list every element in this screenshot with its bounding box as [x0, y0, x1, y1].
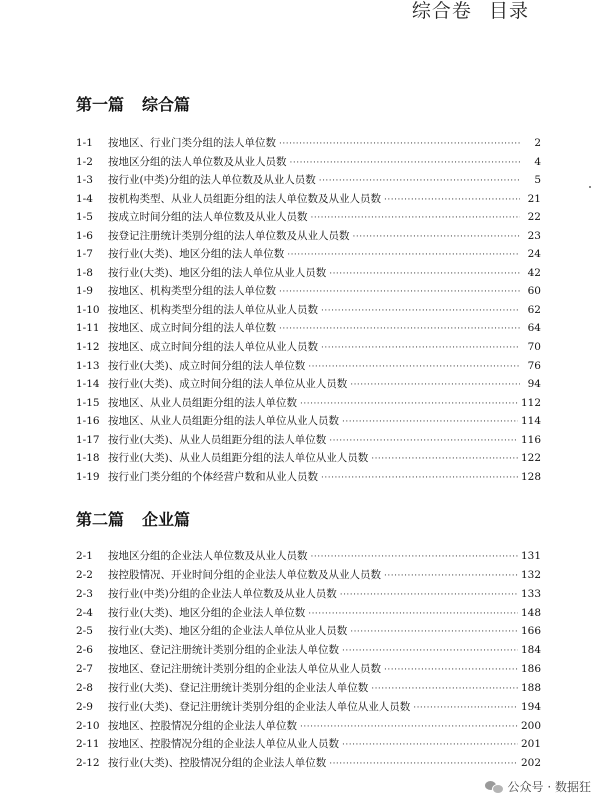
dot-leader — [279, 139, 520, 149]
toc-entry-page: 70 — [527, 341, 541, 354]
toc-entry-number: 2-10 — [76, 719, 100, 732]
toc-entry-title: 按机构类型、从业人员组距分组的法人单位数及从业人员数 — [108, 192, 381, 205]
toc-list-section1 — [76, 135, 541, 487]
toc-entry[interactable] — [76, 699, 541, 718]
section-part: 第一篇 — [76, 95, 125, 114]
dot-leader — [353, 232, 521, 242]
dot-leader — [311, 552, 518, 562]
toc-entry-page: 116 — [520, 433, 541, 446]
toc-entry-page: 188 — [520, 681, 541, 694]
toc-entry-number: 1-5 — [76, 211, 93, 224]
toc-entry-title: 按行业(中类)分组的法人单位数及从业人员数 — [108, 174, 316, 187]
toc-entry[interactable] — [76, 755, 541, 774]
dot-leader — [321, 306, 520, 316]
dot-leader — [342, 646, 518, 656]
toc-entry-page: 200 — [520, 719, 541, 732]
toc-entry[interactable] — [76, 623, 541, 642]
scan-speck — [589, 186, 591, 188]
toc-entry[interactable] — [76, 432, 541, 451]
toc-entry-number: 2-6 — [76, 644, 93, 657]
dot-leader — [342, 740, 518, 750]
dot-leader — [371, 454, 518, 464]
toc-entry[interactable] — [76, 283, 541, 302]
toc-entry-page: 21 — [527, 192, 541, 205]
toc-entry[interactable] — [76, 718, 541, 737]
toc-entry-number: 1-11 — [76, 322, 100, 335]
dot-leader — [311, 213, 521, 223]
toc-entry-page: 202 — [520, 757, 541, 770]
toc-entry-page: 122 — [520, 452, 541, 465]
toc-entry-title: 按行业(大类)、从业人员组距分组的法人单位数 — [108, 433, 327, 446]
toc-entry-number: 2-11 — [76, 738, 100, 751]
toc-entry-title: 按登记注册统计类别分组的法人单位数及从业人员数 — [108, 229, 350, 242]
dot-leader — [308, 609, 518, 619]
toc-entry-number: 2-8 — [76, 681, 93, 694]
section-title-enterprise — [76, 507, 190, 530]
toc-entry-title: 按地区、控股情况分组的企业法人单位数 — [108, 719, 297, 732]
toc-entry-page: 5 — [534, 174, 541, 187]
toc-list-section2 — [76, 548, 541, 774]
dot-leader — [321, 473, 518, 483]
dot-leader — [329, 759, 518, 769]
watermark — [485, 778, 591, 795]
dot-leader — [300, 722, 518, 732]
contents-label: 目录 — [488, 0, 529, 22]
wechat-icon — [485, 780, 503, 794]
toc-entry-title: 按行业(大类)、成立时间分组的法人单位从业人员数 — [108, 378, 348, 391]
toc-entry-title: 按行业(大类)、地区分组的法人单位从业人员数 — [108, 266, 327, 279]
toc-entry[interactable] — [76, 567, 541, 586]
toc-entry-page: 184 — [520, 644, 541, 657]
toc-entry-title: 按行业(大类)、地区分组的企业法人单位从业人员数 — [108, 625, 348, 638]
toc-entry-number: 1-13 — [76, 359, 100, 372]
dot-leader — [350, 380, 520, 390]
toc-entry-number: 1-12 — [76, 341, 100, 354]
toc-entry[interactable] — [76, 265, 541, 284]
toc-entry-number: 2-2 — [76, 568, 93, 581]
toc-entry-number: 1-15 — [76, 396, 100, 409]
toc-entry-page: 114 — [520, 415, 541, 428]
toc-entry-title: 按地区、登记注册统计类别分组的企业法人单位从业人员数 — [108, 663, 381, 676]
section-title-comprehensive — [76, 92, 190, 115]
toc-entry[interactable] — [76, 413, 541, 432]
toc-entry-page: 128 — [520, 470, 541, 483]
toc-entry-number: 2-4 — [76, 606, 93, 619]
toc-entry-title: 按地区、行业门类分组的法人单位数 — [108, 137, 276, 149]
toc-entry-number: 1-3 — [76, 174, 93, 187]
dot-leader — [350, 627, 518, 637]
dot-leader — [342, 417, 518, 427]
dot-leader — [300, 399, 518, 409]
volume-title: 综合卷 — [411, 0, 472, 22]
toc-entry-title: 按行业(大类)、地区分组的企业法人单位数 — [108, 606, 306, 619]
toc-entry-page: 201 — [520, 738, 541, 751]
dot-leader — [413, 703, 518, 713]
watermark-text: 公众号 · 数据狂 — [507, 780, 591, 794]
dot-leader — [287, 250, 520, 260]
toc-entry[interactable] — [76, 642, 541, 661]
toc-entry-number: 1-9 — [76, 285, 93, 298]
dot-leader — [279, 287, 520, 297]
toc-entry-title: 按成立时间分组的法人单位数及从业人员数 — [108, 211, 308, 224]
toc-entry[interactable] — [76, 246, 541, 265]
toc-entry[interactable] — [76, 395, 541, 414]
toc-entry-page: 112 — [520, 396, 541, 409]
toc-entry[interactable] — [76, 586, 541, 605]
toc-entry-page: 64 — [527, 322, 541, 335]
toc-entry-page: 166 — [520, 625, 541, 638]
dot-leader — [279, 324, 520, 334]
toc-entry-number: 1-7 — [76, 248, 93, 261]
toc-entry-page: 23 — [527, 229, 541, 242]
toc-entry-title: 按地区、从业人员组距分组的法人单位从业人员数 — [108, 415, 339, 428]
dot-leader — [290, 158, 521, 168]
toc-entry[interactable] — [76, 450, 541, 469]
toc-entry-number: 1-2 — [76, 155, 93, 168]
toc-entry-title: 按地区、成立时间分组的法人单位数 — [108, 322, 276, 335]
toc-entry-page: 132 — [520, 568, 541, 581]
toc-entry-number: 1-6 — [76, 229, 93, 242]
dot-leader — [340, 590, 518, 600]
toc-entry-title: 按地区、控股情况分组的企业法人单位从业人员数 — [108, 738, 339, 751]
toc-entry-page: 2 — [534, 137, 541, 149]
toc-entry-number: 1-17 — [76, 433, 100, 446]
toc-entry-number: 2-7 — [76, 663, 93, 676]
toc-entry-page: 60 — [527, 285, 541, 298]
toc-entry-title: 按地区、从业人员组距分组的法人单位数 — [108, 396, 297, 409]
toc-entry-title: 按行业门类分组的个体经营户数和从业人员数 — [108, 470, 318, 483]
toc-entry[interactable] — [76, 358, 541, 377]
toc-entry-title: 按行业(大类)、成立时间分组的法人单位数 — [108, 359, 306, 372]
toc-entry[interactable] — [76, 228, 541, 247]
toc-entry-number: 1-18 — [76, 452, 100, 465]
toc-entry-page: 94 — [527, 378, 541, 391]
toc-entry[interactable] — [76, 302, 541, 321]
toc-entry[interactable] — [76, 548, 541, 567]
toc-entry-page: 22 — [527, 211, 541, 224]
toc-entry[interactable] — [76, 605, 541, 624]
toc-entry-number: 2-1 — [76, 550, 93, 562]
toc-entry-page: 133 — [520, 587, 541, 600]
toc-entry-page: 194 — [520, 700, 541, 713]
dot-leader — [329, 436, 518, 446]
toc-entry[interactable] — [76, 339, 541, 358]
toc-entry[interactable] — [76, 320, 541, 339]
toc-entry[interactable] — [76, 209, 541, 228]
toc-entry-title: 按行业(大类)、地区分组的法人单位数 — [108, 248, 285, 261]
toc-entry-page: 186 — [520, 663, 541, 676]
dot-leader — [319, 176, 520, 186]
toc-entry-title: 按行业(大类)、登记注册统计类别分组的企业法人单位从业人员数 — [108, 700, 411, 713]
dot-leader — [308, 362, 520, 372]
toc-entry-number: 2-3 — [76, 587, 93, 600]
toc-entry[interactable] — [76, 172, 541, 191]
section-name: 综合篇 — [142, 95, 191, 114]
dot-leader — [329, 269, 520, 279]
toc-entry-number: 2-12 — [76, 757, 100, 770]
toc-entry-title: 按行业(大类)、控股情况分组的企业法人单位数 — [108, 757, 327, 770]
toc-entry[interactable] — [76, 680, 541, 699]
toc-entry-page: 148 — [520, 606, 541, 619]
section-name: 企业篇 — [142, 510, 191, 529]
toc-entry-title: 按地区分组的企业法人单位数及从业人员数 — [108, 550, 308, 562]
dot-leader — [321, 343, 520, 353]
toc-entry-title: 按行业(大类)、从业人员组距分组的法人单位从业人员数 — [108, 452, 369, 465]
toc-entry-page: 131 — [520, 550, 541, 562]
toc-entry-page: 4 — [534, 155, 541, 168]
toc-entry[interactable] — [76, 376, 541, 395]
toc-entry-title: 按地区、机构类型分组的法人单位从业人员数 — [108, 303, 318, 316]
toc-entry-title: 按地区、登记注册统计类别分组的企业法人单位数 — [108, 644, 339, 657]
toc-entry[interactable] — [76, 469, 541, 488]
dot-leader — [384, 571, 518, 581]
toc-entry-title: 按地区分组的法人单位数及从业人员数 — [108, 155, 287, 168]
toc-entry-title: 按行业(大类)、登记注册统计类别分组的企业法人单位数 — [108, 681, 369, 694]
toc-entry-page: 62 — [527, 303, 541, 316]
toc-entry[interactable] — [76, 135, 541, 154]
dot-leader — [371, 684, 518, 694]
section-part: 第二篇 — [76, 510, 125, 529]
toc-entry-number: 1-14 — [76, 378, 100, 391]
toc-entry-title: 按地区、机构类型分组的法人单位数 — [108, 285, 276, 298]
toc-entry[interactable] — [76, 661, 541, 680]
toc-entry-page: 42 — [527, 266, 541, 279]
toc-entry-number: 1-19 — [76, 470, 100, 483]
toc-entry-number: 1-10 — [76, 303, 100, 316]
dot-leader — [384, 195, 520, 205]
dot-leader — [384, 665, 518, 675]
toc-entry-title: 按控股情况、开业时间分组的企业法人单位数及从业人员数 — [108, 568, 381, 581]
toc-entry-number: 1-16 — [76, 415, 100, 428]
toc-entry[interactable] — [76, 154, 541, 173]
page-header — [412, 0, 529, 23]
toc-entry-number: 2-9 — [76, 700, 93, 713]
toc-entry-title: 按地区、成立时间分组的法人单位从业人员数 — [108, 341, 318, 354]
toc-entry-number: 1-4 — [76, 192, 93, 205]
toc-entry-page: 76 — [527, 359, 541, 372]
toc-entry[interactable] — [76, 191, 541, 210]
toc-entry-number: 1-8 — [76, 266, 93, 279]
toc-entry-number: 1-1 — [76, 137, 93, 149]
toc-entry-page: 24 — [527, 248, 541, 261]
toc-entry[interactable] — [76, 736, 541, 755]
toc-entry-title: 按行业(中类)分组的企业法人单位数及从业人员数 — [108, 587, 337, 600]
toc-entry-number: 2-5 — [76, 625, 93, 638]
